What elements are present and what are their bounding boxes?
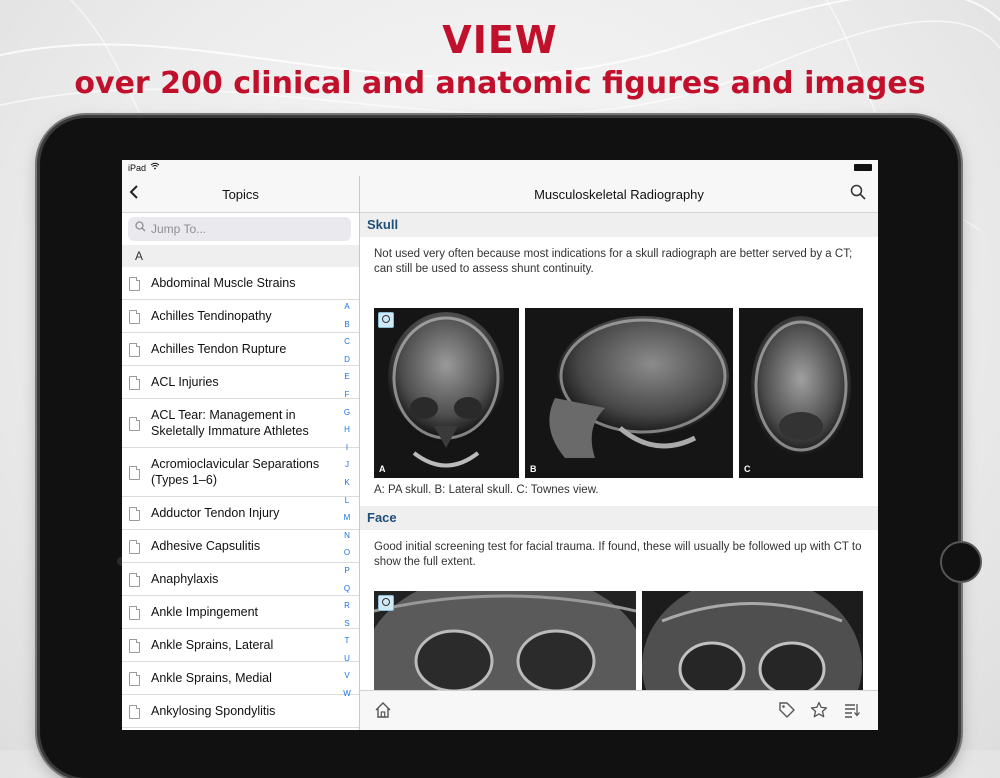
list-item[interactable] [122, 563, 359, 596]
headline-subtitle: over 200 clinical and anatomic figures and images [74, 66, 926, 101]
xray-image-face-1[interactable] [374, 591, 636, 691]
zoom-icon[interactable] [378, 312, 394, 328]
topics-title: Topics [222, 187, 259, 202]
topic-label: Anaphylaxis [151, 572, 219, 586]
topic-label: Ankle Impingement [151, 605, 259, 619]
list-item[interactable] [122, 399, 359, 448]
topic-label: Abdominal Muscle Strains [151, 276, 296, 290]
list-item[interactable] [122, 448, 359, 497]
document-icon [129, 573, 140, 587]
document-icon [129, 507, 140, 521]
alphabet-index-letter[interactable]: T [344, 636, 350, 646]
alphabet-index-letter[interactable]: I [345, 442, 349, 452]
xray-image-a[interactable] [374, 308, 519, 478]
document-icon [129, 705, 140, 719]
image-label-b: B [530, 464, 537, 474]
list-item[interactable] [122, 629, 359, 662]
topic-label: Ankylosing Spondylitis [151, 704, 276, 718]
search-icon[interactable] [850, 184, 866, 200]
alphabet-index-letter[interactable]: D [344, 354, 350, 364]
bottom-toolbar [360, 690, 878, 730]
list-item[interactable] [122, 695, 359, 728]
headline [0, 18, 1000, 104]
list-item[interactable] [122, 662, 359, 695]
skull-description: Not used very often because most indications for a skull radiograph are better served by a CT; can still be used to assess shunt continuity. [374, 248, 853, 275]
list-icon[interactable] [843, 701, 861, 719]
skull-caption: A: PA skull. B: Lateral skull. C: Townes view. [374, 484, 599, 496]
topic-list [122, 267, 359, 728]
skull-figure [360, 297, 878, 474]
alphabet-index[interactable] [340, 298, 354, 703]
document-icon [129, 310, 140, 324]
content-title: Musculoskeletal Radiography [534, 187, 704, 202]
alphabet-index-letter[interactable]: M [343, 513, 351, 523]
alphabet-index-letter[interactable]: U [344, 653, 350, 663]
status-bar [122, 160, 878, 176]
app-screen [122, 160, 878, 730]
alphabet-index-letter[interactable]: H [344, 425, 350, 435]
document-icon [129, 540, 140, 554]
topics-pane [122, 176, 360, 730]
alphabet-index-letter[interactable]: K [344, 477, 350, 487]
alphabet-index-letter[interactable]: R [344, 601, 350, 611]
alphabet-index-letter[interactable]: B [344, 319, 350, 329]
topic-label: Ankle Sprains, Lateral [151, 638, 274, 652]
document-icon [129, 466, 140, 480]
alphabet-index-letter[interactable]: J [345, 460, 349, 470]
xray-image-face-2[interactable] [642, 591, 863, 691]
jump-to-input[interactable] [128, 217, 351, 241]
headline-title: VIEW [442, 18, 558, 62]
battery-icon [854, 164, 872, 171]
alphabet-index-letter[interactable]: W [343, 689, 351, 699]
document-icon [129, 277, 140, 291]
list-item[interactable] [122, 366, 359, 399]
alphabet-index-letter[interactable]: P [344, 565, 350, 575]
alphabet-index-letter[interactable]: S [344, 618, 350, 628]
topic-label: Achilles Tendinopathy [151, 309, 272, 323]
topic-label: Ankle Sprains, Medial [151, 671, 272, 685]
image-label-a: A [379, 464, 386, 474]
face-figure [360, 590, 878, 690]
alphabet-index-letter[interactable]: Q [343, 583, 351, 593]
topic-label: ACL Injuries [151, 375, 219, 389]
list-item[interactable] [122, 300, 359, 333]
list-item[interactable] [122, 596, 359, 629]
list-item[interactable] [122, 530, 359, 563]
alphabet-index-letter[interactable]: A [344, 302, 350, 311]
search-icon [135, 221, 146, 235]
document-icon [129, 639, 140, 653]
alphabet-index-letter[interactable]: E [344, 372, 350, 382]
alphabet-index-letter[interactable]: F [344, 389, 350, 399]
content-nav-bar [360, 176, 878, 213]
list-item[interactable] [122, 497, 359, 530]
alphabet-index-letter[interactable]: V [344, 671, 350, 681]
xray-image-b[interactable] [525, 308, 733, 478]
search-placeholder: Jump To... [151, 222, 207, 236]
document-icon [129, 672, 140, 686]
document-icon [129, 417, 140, 431]
alphabet-index-letter[interactable]: O [343, 548, 351, 558]
topics-nav-bar [122, 176, 359, 213]
home-button[interactable] [940, 541, 982, 583]
topic-label: Adhesive Capsulitis [151, 539, 261, 553]
section-heading-face: Face [360, 506, 878, 530]
list-item[interactable] [122, 333, 359, 366]
list-item[interactable] [122, 267, 359, 300]
alphabet-index-letter[interactable]: L [344, 495, 350, 505]
document-icon [129, 343, 140, 357]
face-description: Good initial screening test for facial trauma. If found, these will usually be followed up with CT to show the full extent. [374, 541, 862, 568]
xray-image-c[interactable] [739, 308, 863, 478]
topic-label: Acromioclavicular Separations (Types 1–6) [151, 457, 320, 487]
alphabet-index-letter[interactable]: G [343, 407, 351, 417]
home-icon[interactable] [374, 701, 392, 719]
content-pane [360, 176, 878, 730]
wifi-icon [150, 162, 160, 172]
section-heading-skull: Skull [360, 213, 878, 237]
topic-label: ACL Tear: Management in Skeletally Immature Athletes [151, 408, 309, 438]
section-header-a: A [122, 245, 359, 267]
alphabet-index-letter[interactable]: C [344, 337, 350, 347]
star-icon[interactable] [810, 701, 828, 719]
tag-icon[interactable] [778, 701, 796, 719]
carrier-label: iPad [128, 163, 147, 173]
document-icon [129, 606, 140, 620]
topic-label: Adductor Tendon Injury [151, 506, 280, 520]
document-icon [129, 376, 140, 390]
search-bar [122, 213, 359, 245]
zoom-icon[interactable] [378, 595, 394, 611]
topic-label: Achilles Tendon Rupture [151, 342, 287, 356]
image-label-c: C [744, 464, 751, 474]
alphabet-index-letter[interactable]: N [344, 530, 350, 540]
